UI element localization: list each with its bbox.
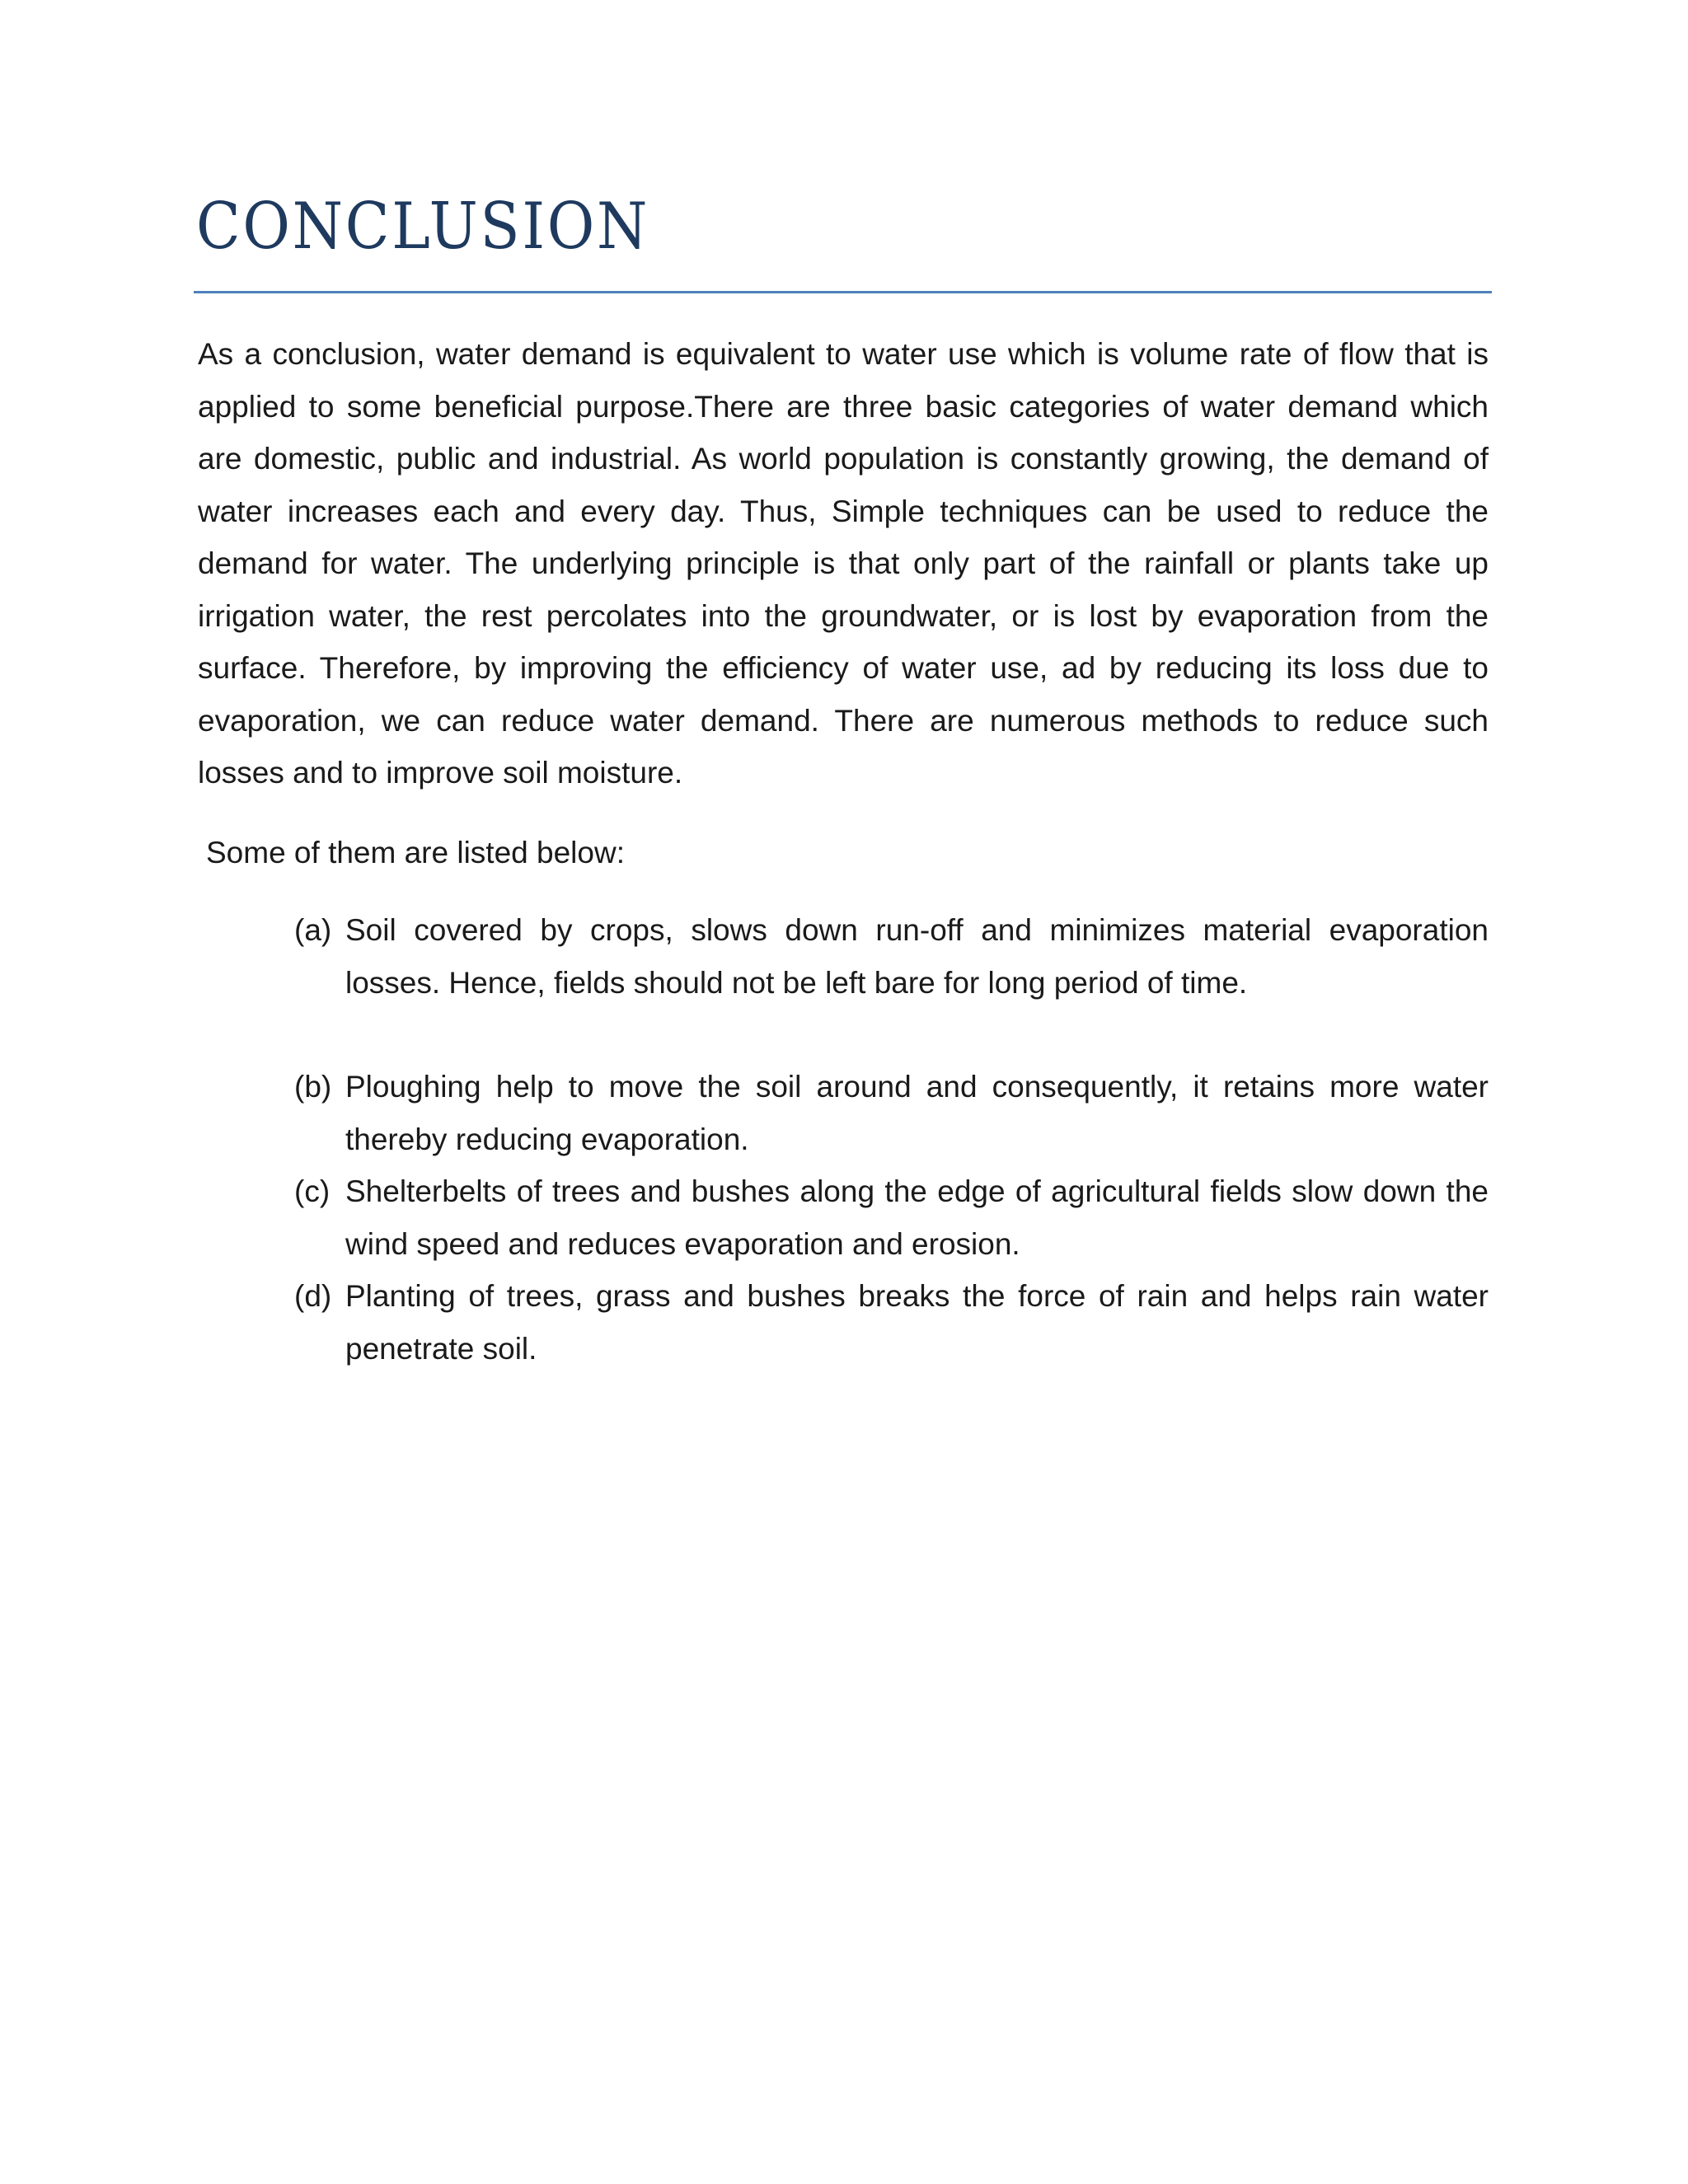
list-item-marker: (a) — [294, 913, 332, 947]
list-item — [294, 1061, 1489, 1165]
list-item-text: Shelterbelts of trees and bushes along the edge of agricultural fields slow down the wind speed and reduces evaporation and erosion. — [345, 1174, 1489, 1261]
list-item-text: Planting of trees, grass and bushes breaks the force of rain and helps rain water penetrate soil. — [345, 1279, 1489, 1366]
list-item-marker: (c) — [294, 1174, 331, 1208]
list-intro: Some of them are listed below: — [206, 836, 625, 869]
list-item-marker: (b) — [294, 1070, 332, 1104]
list-item — [294, 1165, 1489, 1270]
heading-underline — [194, 291, 1492, 293]
list-item-text: Soil covered by crops, slows down run-off and minimizes material evaporation losses. Hence, fields should not be left bare for long period of time. — [345, 913, 1489, 1000]
page-title: CONCLUSION — [196, 190, 650, 264]
list-item — [294, 904, 1489, 1009]
list-item — [294, 1270, 1489, 1375]
list-item-text: Ploughing help to move the soil around and consequently, it retains more water thereby reducing evaporation. — [345, 1070, 1489, 1156]
methods-list-first — [294, 904, 1489, 1009]
conclusion-paragraph: As a conclusion, water demand is equivalent to water use which is volume rate of flow that is applied to some beneficial purpose.There are three basic categories of water demand which are domestic, public and industrial. As world population is constantly growing, the demand of water increases each and every day. Thus, Simple techniques can be used to reduce the demand for water. The underlying principle is that only part of the rainfall or plants take up irrigation water, the rest percolates into the groundwater, or is lost by evaporation from the surface. Therefore, by improving the efficiency of water use, ad by reducing its loss due to evaporation, we can reduce water demand. There are numerous methods to reduce such losses and to improve soil moisture. — [198, 337, 1489, 790]
list-item-marker: (d) — [294, 1279, 332, 1313]
methods-list-rest — [294, 1061, 1489, 1375]
